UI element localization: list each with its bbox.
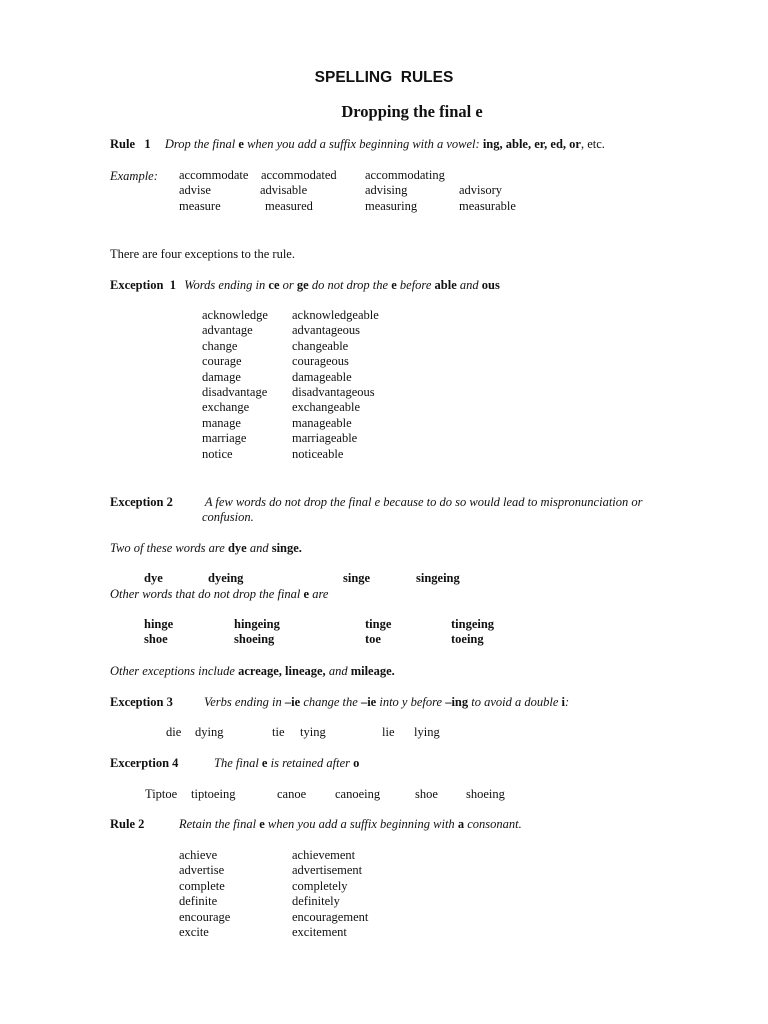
derived-word: noticeable bbox=[292, 446, 344, 461]
derived-word: disadvantageous bbox=[292, 384, 375, 399]
exception1-keyword: able bbox=[434, 278, 457, 292]
exception2-label: Exception 2 bbox=[110, 495, 173, 509]
base-word: exchange bbox=[202, 400, 250, 415]
exception2-text: Other words that do not drop the final bbox=[110, 587, 304, 601]
exception3-keyword: –ie bbox=[360, 695, 377, 709]
derived-word: shoeing bbox=[466, 787, 505, 801]
base-word: complete bbox=[179, 878, 225, 893]
base-word: acknowledge bbox=[202, 308, 268, 322]
exception3-text: Verbs ending in bbox=[204, 695, 285, 709]
example-word: advisable bbox=[260, 183, 308, 198]
rule1-text: Drop the final bbox=[164, 137, 239, 151]
derived-word: canoeing bbox=[335, 787, 381, 801]
derived-word: toeing bbox=[451, 632, 484, 647]
base-word: encourage bbox=[179, 909, 231, 924]
example-word: accommodate bbox=[179, 168, 249, 182]
page-subtitle: Dropping the final e bbox=[341, 102, 483, 121]
rule1-text: when you add a suffix beginning with a vowel: bbox=[243, 137, 483, 151]
exception3-text-line bbox=[204, 695, 569, 710]
page-title: SPELLING RULES bbox=[314, 69, 454, 86]
base-word: damage bbox=[202, 369, 241, 384]
exception2-text: Other exceptions include bbox=[110, 664, 239, 678]
derived-word: exchangeable bbox=[292, 400, 361, 415]
exception4-text: is retained after bbox=[267, 756, 354, 770]
derived-word: advantageous bbox=[292, 323, 361, 338]
rule2-text: when you add a suffix beginning with bbox=[264, 817, 458, 831]
exception2-text: are bbox=[309, 587, 329, 601]
base-word: definite bbox=[179, 894, 218, 909]
base-word: dye bbox=[144, 571, 163, 585]
exception3-text: to avoid a double bbox=[468, 695, 562, 709]
base-word: disadvantage bbox=[202, 384, 268, 399]
exception2-other-words bbox=[110, 587, 328, 602]
example-word: advisory bbox=[459, 183, 503, 198]
exception2-keyword: acreage, lineage, bbox=[238, 664, 326, 678]
example-word: accommodated bbox=[261, 168, 337, 182]
exception1-text: Words ending in bbox=[184, 278, 269, 292]
base-word: lie bbox=[382, 725, 395, 739]
derived-word: tiptoeing bbox=[191, 787, 236, 801]
base-word: marriage bbox=[202, 431, 247, 446]
derived-word: shoeing bbox=[234, 632, 275, 647]
example-word: measure bbox=[179, 198, 221, 213]
exception2-text: and bbox=[246, 541, 272, 555]
exception3-keyword: –ie bbox=[284, 695, 301, 709]
base-word: singe bbox=[343, 571, 371, 585]
derived-word: courageous bbox=[292, 354, 349, 369]
base-word: canoe bbox=[277, 787, 307, 801]
rule2-keyword: e bbox=[259, 817, 265, 831]
derived-word: advertisement bbox=[292, 863, 363, 878]
exception1-keyword: ce bbox=[268, 278, 280, 292]
derived-word: acknowledgeable bbox=[292, 308, 379, 322]
derived-word: completely bbox=[292, 878, 348, 893]
base-word: shoe bbox=[144, 632, 168, 647]
exception4-keyword: e bbox=[261, 756, 268, 770]
exception3-text: : bbox=[565, 695, 570, 709]
rule2-text: consonant. bbox=[464, 817, 522, 831]
exception2-keyword: singe. bbox=[271, 541, 302, 555]
derived-word: dyeing bbox=[208, 571, 244, 585]
derived-word: tingeing bbox=[451, 617, 495, 631]
base-word: change bbox=[202, 338, 238, 353]
exception1-text: before bbox=[396, 278, 435, 292]
derived-word: achievement bbox=[292, 848, 356, 862]
derived-word: dying bbox=[195, 725, 224, 739]
exception2-other-exceptions bbox=[110, 664, 395, 679]
exception2-two-words bbox=[110, 541, 302, 556]
example-word: measurable bbox=[459, 198, 516, 213]
rule1-line bbox=[110, 137, 605, 152]
exception3-keyword: i bbox=[561, 695, 565, 709]
derived-word: singeing bbox=[416, 571, 460, 585]
exception3-text: into y before bbox=[376, 695, 446, 709]
exception1-line bbox=[110, 278, 500, 293]
exception1-text: and bbox=[456, 278, 482, 292]
exception2-keyword: e bbox=[303, 587, 310, 601]
base-word: die bbox=[166, 725, 182, 739]
base-word: manage bbox=[202, 415, 241, 430]
derived-word: marriageable bbox=[292, 431, 358, 446]
rule2-text: Retain the final bbox=[179, 817, 260, 831]
exception1-keyword: ge bbox=[296, 278, 309, 292]
exception1-text: do not drop the bbox=[308, 278, 392, 292]
rule1-etc: , etc. bbox=[580, 137, 605, 151]
rule2-text-line bbox=[179, 817, 522, 832]
exception4-text-line bbox=[214, 756, 359, 771]
base-word: courage bbox=[202, 354, 242, 369]
exceptions-intro: There are four exceptions to the rule. bbox=[110, 247, 295, 261]
base-word: tie bbox=[272, 725, 285, 739]
exception1-label: Exception 1 bbox=[110, 278, 176, 292]
exception2-text: confusion. bbox=[202, 510, 254, 524]
example-word: measured bbox=[265, 198, 313, 213]
base-word: excite bbox=[179, 924, 209, 939]
base-word: advantage bbox=[202, 323, 253, 338]
rule1-keyword: e bbox=[238, 137, 244, 151]
derived-word: encouragement bbox=[292, 909, 369, 924]
exception2-keyword: mileage. bbox=[350, 664, 395, 678]
base-word: toe bbox=[365, 632, 381, 647]
example-word: measuring bbox=[365, 198, 418, 213]
example-word: advise bbox=[179, 183, 211, 198]
derived-word: tying bbox=[300, 725, 326, 739]
rule2-label: Rule 2 bbox=[110, 817, 145, 831]
exception2-text: and bbox=[325, 664, 351, 678]
rule1-suffixes: ing, able, er, ed, or bbox=[482, 137, 581, 151]
exception4-label: Excerption 4 bbox=[110, 756, 179, 770]
exception3-label: Exception 3 bbox=[110, 695, 173, 709]
derived-word: damageable bbox=[292, 369, 352, 384]
base-word: Tiptoe bbox=[145, 787, 178, 801]
rule2-keyword: a bbox=[457, 817, 465, 831]
example-label: Example: bbox=[110, 169, 158, 183]
exception2-text: A few words do not drop the final e because to do so would lead to mispronunciation or bbox=[202, 495, 643, 509]
base-word: hinge bbox=[144, 617, 174, 631]
rule1-label: Rule 1 bbox=[110, 137, 151, 151]
exception2-keyword: dye bbox=[227, 541, 247, 555]
exception1-text: or bbox=[279, 278, 297, 292]
base-word: tinge bbox=[365, 617, 392, 631]
derived-word: hingeing bbox=[234, 617, 280, 631]
exception2-text: Two of these words are bbox=[110, 541, 228, 555]
exception4-text: The final bbox=[214, 756, 262, 770]
exception1-keyword: e bbox=[391, 278, 397, 292]
derived-word: manageable bbox=[292, 415, 352, 430]
example-word: advising bbox=[365, 183, 408, 198]
base-word: achieve bbox=[179, 848, 218, 862]
derived-word: excitement bbox=[292, 924, 347, 939]
exception1-keyword: ous bbox=[481, 278, 500, 292]
exception3-keyword: –ing bbox=[445, 695, 469, 709]
base-word: shoe bbox=[415, 787, 438, 801]
derived-word: definitely bbox=[292, 894, 340, 909]
example-word: accommodating bbox=[365, 168, 445, 182]
derived-word: changeable bbox=[292, 338, 349, 353]
derived-word: lying bbox=[414, 725, 440, 739]
base-word: notice bbox=[202, 446, 233, 461]
base-word: advertise bbox=[179, 863, 225, 878]
exception4-keyword: o bbox=[353, 756, 360, 770]
exception3-text: change the bbox=[300, 695, 361, 709]
